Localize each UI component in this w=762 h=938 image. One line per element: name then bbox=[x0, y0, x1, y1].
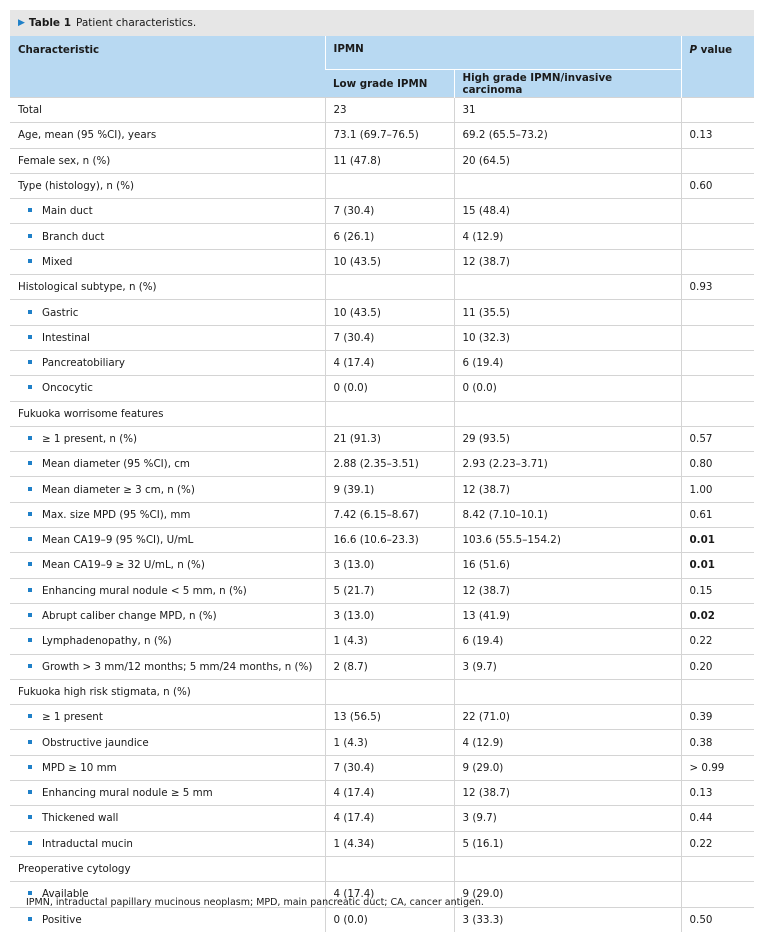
row-label: Growth > 3 mm/12 months; 5 mm/24 months, n (%) bbox=[42, 660, 313, 673]
cell-characteristic bbox=[10, 98, 325, 123]
cell-low-grade: 2.88 (2.35–3.51) bbox=[325, 452, 454, 477]
cell-low-grade: 10 (43.5) bbox=[325, 249, 454, 274]
bullet-icon bbox=[28, 664, 32, 668]
cell-low-grade: 3 (13.0) bbox=[325, 553, 454, 578]
cell-characteristic bbox=[10, 755, 325, 780]
table-row bbox=[10, 376, 754, 401]
cell-characteristic bbox=[10, 275, 325, 300]
cell-high-grade: 6 (19.4) bbox=[454, 629, 681, 654]
row-label: Mean diameter ≥ 3 cm, n (%) bbox=[42, 483, 195, 496]
cell-low-grade: 73.1 (69.7–76.5) bbox=[325, 123, 454, 148]
cell-characteristic bbox=[10, 325, 325, 350]
table-row bbox=[10, 578, 754, 603]
row-label: Mean diameter (95 %CI), cm bbox=[42, 458, 190, 471]
caption-triangle-icon: ▶ bbox=[18, 17, 25, 28]
bullet-icon bbox=[28, 841, 32, 845]
cell-characteristic bbox=[10, 249, 325, 274]
cell-characteristic bbox=[10, 705, 325, 730]
cell-p-value: > 0.99 bbox=[681, 755, 754, 780]
table-row bbox=[10, 300, 754, 325]
cell-p-value: 0.39 bbox=[681, 705, 754, 730]
cell-high-grade bbox=[454, 275, 681, 300]
cell-high-grade: 22 (71.0) bbox=[454, 705, 681, 730]
cell-p-value: 0.38 bbox=[681, 730, 754, 755]
cell-p-value: 0.50 bbox=[681, 907, 754, 932]
cell-characteristic bbox=[10, 578, 325, 603]
bullet-icon bbox=[28, 259, 32, 263]
header-p-italic: P bbox=[689, 44, 698, 56]
cell-p-value: 0.01 bbox=[681, 553, 754, 578]
bullet-icon bbox=[28, 790, 32, 794]
table-row bbox=[10, 249, 754, 274]
row-label: Positive bbox=[42, 913, 82, 926]
bullet-icon bbox=[28, 461, 32, 465]
row-label: Main duct bbox=[42, 205, 93, 218]
cell-high-grade: 12 (38.7) bbox=[454, 477, 681, 502]
cell-high-grade: 3 (33.3) bbox=[454, 907, 681, 932]
cell-p-value: 0.22 bbox=[681, 831, 754, 856]
row-label: Preoperative cytology bbox=[18, 863, 131, 876]
cell-high-grade: 12 (38.7) bbox=[454, 249, 681, 274]
cell-p-value bbox=[681, 350, 754, 375]
row-label: MPD ≥ 10 mm bbox=[42, 761, 117, 774]
cell-high-grade: 103.6 (55.5–154.2) bbox=[454, 528, 681, 553]
patient-characteristics-table bbox=[10, 36, 754, 932]
row-label: Abrupt caliber change MPD, n (%) bbox=[42, 610, 217, 623]
row-label: Thickened wall bbox=[42, 812, 119, 825]
cell-low-grade: 7 (30.4) bbox=[325, 755, 454, 780]
bullet-icon bbox=[28, 562, 32, 566]
cell-characteristic bbox=[10, 123, 325, 148]
cell-p-value: 0.60 bbox=[681, 173, 754, 198]
row-label: Total bbox=[18, 104, 43, 117]
table-row bbox=[10, 275, 754, 300]
cell-p-value: 0.57 bbox=[681, 426, 754, 451]
cell-p-value bbox=[681, 224, 754, 249]
bullet-icon bbox=[28, 487, 32, 491]
row-label: Fukuoka worrisome features bbox=[18, 407, 164, 420]
cell-p-value bbox=[681, 325, 754, 350]
cell-low-grade bbox=[325, 401, 454, 426]
bullet-icon bbox=[28, 740, 32, 744]
bullet-icon bbox=[28, 917, 32, 921]
cell-high-grade bbox=[454, 856, 681, 881]
cell-high-grade bbox=[454, 173, 681, 198]
cell-low-grade: 4 (17.4) bbox=[325, 882, 454, 907]
bullet-icon bbox=[28, 512, 32, 516]
cell-high-grade: 6 (19.4) bbox=[454, 350, 681, 375]
cell-high-grade: 9 (29.0) bbox=[454, 882, 681, 907]
table-row bbox=[10, 401, 754, 426]
cell-characteristic bbox=[10, 376, 325, 401]
cell-characteristic bbox=[10, 502, 325, 527]
row-label: Max. size MPD (95 %CI), mm bbox=[42, 508, 191, 521]
bullet-icon bbox=[28, 714, 32, 718]
cell-high-grade: 5 (16.1) bbox=[454, 831, 681, 856]
table-row bbox=[10, 224, 754, 249]
cell-low-grade: 7 (30.4) bbox=[325, 325, 454, 350]
cell-p-value bbox=[681, 249, 754, 274]
cell-p-value: 0.13 bbox=[681, 123, 754, 148]
row-label: Gastric bbox=[42, 306, 79, 319]
row-label: Pancreatobiliary bbox=[42, 357, 125, 370]
cell-low-grade: 5 (21.7) bbox=[325, 578, 454, 603]
cell-low-grade: 4 (17.4) bbox=[325, 781, 454, 806]
bullet-icon bbox=[28, 815, 32, 819]
cell-p-value: 0.61 bbox=[681, 502, 754, 527]
cell-characteristic bbox=[10, 831, 325, 856]
cell-high-grade: 16 (51.6) bbox=[454, 553, 681, 578]
cell-characteristic bbox=[10, 426, 325, 451]
cell-p-value bbox=[681, 856, 754, 881]
cell-high-grade: 13 (41.9) bbox=[454, 603, 681, 628]
row-label: Enhancing mural nodule ≥ 5 mm bbox=[42, 787, 213, 800]
table-container bbox=[10, 36, 754, 932]
cell-low-grade: 4 (17.4) bbox=[325, 350, 454, 375]
cell-low-grade: 3 (13.0) bbox=[325, 603, 454, 628]
cell-low-grade bbox=[325, 856, 454, 881]
cell-characteristic bbox=[10, 781, 325, 806]
row-label: Enhancing mural nodule < 5 mm, n (%) bbox=[42, 584, 247, 597]
row-label: Mean CA19–9 (95 %CI), U/mL bbox=[42, 534, 194, 547]
cell-high-grade: 2.93 (2.23–3.71) bbox=[454, 452, 681, 477]
cell-characteristic bbox=[10, 654, 325, 679]
cell-characteristic bbox=[10, 856, 325, 881]
cell-characteristic bbox=[10, 173, 325, 198]
bullet-icon bbox=[28, 588, 32, 592]
row-label: Age, mean (95 %CI), years bbox=[18, 129, 157, 142]
bullet-icon bbox=[28, 436, 32, 440]
header-p-text: value bbox=[700, 44, 733, 56]
cell-p-value: 0.02 bbox=[681, 603, 754, 628]
row-label: Intestinal bbox=[42, 331, 90, 344]
cell-p-value bbox=[681, 376, 754, 401]
cell-low-grade: 4 (17.4) bbox=[325, 806, 454, 831]
table-row bbox=[10, 856, 754, 881]
cell-characteristic bbox=[10, 806, 325, 831]
cell-high-grade: 31 bbox=[454, 98, 681, 123]
table-row bbox=[10, 123, 754, 148]
row-label: Histological subtype, n (%) bbox=[18, 281, 157, 294]
cell-characteristic bbox=[10, 452, 325, 477]
row-label: Female sex, n (%) bbox=[18, 154, 111, 167]
cell-characteristic bbox=[10, 730, 325, 755]
cell-low-grade: 1 (4.3) bbox=[325, 629, 454, 654]
table-row bbox=[10, 755, 754, 780]
cell-p-value bbox=[681, 199, 754, 224]
caption-label: Table 1 bbox=[28, 16, 72, 29]
cell-characteristic bbox=[10, 300, 325, 325]
cell-p-value bbox=[681, 98, 754, 123]
bullet-icon bbox=[28, 765, 32, 769]
cell-high-grade: 11 (35.5) bbox=[454, 300, 681, 325]
caption-title: Patient characteristics. bbox=[76, 16, 197, 29]
cell-high-grade: 12 (38.7) bbox=[454, 781, 681, 806]
row-label: Fukuoka high risk stigmata, n (%) bbox=[18, 685, 191, 698]
cell-p-value: 0.01 bbox=[681, 528, 754, 553]
bullet-icon bbox=[28, 335, 32, 339]
bullet-icon bbox=[28, 310, 32, 314]
cell-p-value: 0.80 bbox=[681, 452, 754, 477]
table-row bbox=[10, 173, 754, 198]
table-row bbox=[10, 654, 754, 679]
row-label: Branch duct bbox=[42, 230, 105, 243]
row-label: Intraductal mucin bbox=[42, 837, 133, 850]
bullet-icon bbox=[28, 638, 32, 642]
table-row bbox=[10, 98, 754, 123]
cell-p-value bbox=[681, 882, 754, 907]
table-row bbox=[10, 705, 754, 730]
cell-high-grade: 3 (9.7) bbox=[454, 654, 681, 679]
cell-p-value bbox=[681, 679, 754, 704]
cell-characteristic bbox=[10, 528, 325, 553]
cell-characteristic bbox=[10, 224, 325, 249]
cell-p-value: 0.15 bbox=[681, 578, 754, 603]
cell-low-grade: 23 bbox=[325, 98, 454, 123]
header-characteristic: Characteristic bbox=[10, 36, 325, 98]
bullet-icon bbox=[28, 385, 32, 389]
bullet-icon bbox=[28, 234, 32, 238]
cell-characteristic bbox=[10, 603, 325, 628]
row-label: Mixed bbox=[42, 255, 73, 268]
cell-characteristic bbox=[10, 148, 325, 173]
cell-p-value: 1.00 bbox=[681, 477, 754, 502]
cell-high-grade bbox=[454, 679, 681, 704]
cell-low-grade bbox=[325, 275, 454, 300]
cell-low-grade: 7 (30.4) bbox=[325, 199, 454, 224]
cell-high-grade: 20 (64.5) bbox=[454, 148, 681, 173]
table-row bbox=[10, 629, 754, 654]
cell-characteristic bbox=[10, 199, 325, 224]
cell-low-grade: 16.6 (10.6–23.3) bbox=[325, 528, 454, 553]
table-row bbox=[10, 452, 754, 477]
cell-low-grade bbox=[325, 173, 454, 198]
table-frame bbox=[10, 10, 754, 928]
cell-characteristic bbox=[10, 553, 325, 578]
table-row bbox=[10, 502, 754, 527]
cell-high-grade: 8.42 (7.10–10.1) bbox=[454, 502, 681, 527]
cell-characteristic bbox=[10, 350, 325, 375]
bullet-icon bbox=[28, 537, 32, 541]
cell-low-grade: 13 (56.5) bbox=[325, 705, 454, 730]
cell-low-grade: 2 (8.7) bbox=[325, 654, 454, 679]
table-row bbox=[10, 528, 754, 553]
row-label: Type (histology), n (%) bbox=[18, 180, 135, 193]
table-body bbox=[10, 98, 754, 932]
cell-characteristic bbox=[10, 401, 325, 426]
cell-low-grade: 10 (43.5) bbox=[325, 300, 454, 325]
cell-high-grade: 29 (93.5) bbox=[454, 426, 681, 451]
header-high-grade: High grade IPMN/invasive carcinoma bbox=[454, 70, 681, 98]
cell-high-grade: 3 (9.7) bbox=[454, 806, 681, 831]
table-row bbox=[10, 426, 754, 451]
cell-low-grade: 1 (4.3) bbox=[325, 730, 454, 755]
table-row bbox=[10, 679, 754, 704]
bullet-icon bbox=[28, 891, 32, 895]
cell-p-value bbox=[681, 148, 754, 173]
row-label: ≥ 1 present bbox=[42, 711, 103, 724]
cell-high-grade: 4 (12.9) bbox=[454, 224, 681, 249]
bullet-icon bbox=[28, 360, 32, 364]
header-p-value bbox=[681, 36, 754, 98]
cell-p-value: 0.22 bbox=[681, 629, 754, 654]
cell-high-grade: 69.2 (65.5–73.2) bbox=[454, 123, 681, 148]
cell-p-value: 0.44 bbox=[681, 806, 754, 831]
cell-low-grade: 0 (0.0) bbox=[325, 376, 454, 401]
cell-low-grade: 21 (91.3) bbox=[325, 426, 454, 451]
table-row bbox=[10, 148, 754, 173]
table-footnote: IPMN, intraductal papillary mucinous neoplasm; MPD, main pancreatic duct; CA, cancer antigen. bbox=[26, 897, 484, 908]
cell-low-grade: 9 (39.1) bbox=[325, 477, 454, 502]
cell-high-grade bbox=[454, 401, 681, 426]
bullet-icon bbox=[28, 613, 32, 617]
row-label: Mean CA19–9 ≥ 32 U/mL, n (%) bbox=[42, 559, 205, 572]
row-label: ≥ 1 present, n (%) bbox=[42, 433, 138, 445]
cell-high-grade: 10 (32.3) bbox=[454, 325, 681, 350]
cell-low-grade: 7.42 (6.15–8.67) bbox=[325, 502, 454, 527]
cell-characteristic bbox=[10, 907, 325, 932]
table-caption bbox=[10, 10, 754, 35]
bullet-icon bbox=[28, 208, 32, 212]
table-row bbox=[10, 806, 754, 831]
table-row bbox=[10, 781, 754, 806]
table-row bbox=[10, 730, 754, 755]
header-low-grade: Low grade IPMN bbox=[325, 70, 454, 98]
cell-p-value: 0.93 bbox=[681, 275, 754, 300]
cell-p-value: 0.20 bbox=[681, 654, 754, 679]
cell-low-grade: 1 (4.34) bbox=[325, 831, 454, 856]
table-row bbox=[10, 603, 754, 628]
cell-low-grade: 6 (26.1) bbox=[325, 224, 454, 249]
cell-high-grade: 9 (29.0) bbox=[454, 755, 681, 780]
cell-p-value bbox=[681, 401, 754, 426]
cell-high-grade: 12 (38.7) bbox=[454, 578, 681, 603]
table-row bbox=[10, 553, 754, 578]
table-row bbox=[10, 907, 754, 932]
cell-high-grade: 15 (48.4) bbox=[454, 199, 681, 224]
row-label: Available bbox=[42, 888, 89, 901]
cell-p-value bbox=[681, 300, 754, 325]
cell-low-grade: 11 (47.8) bbox=[325, 148, 454, 173]
table-row bbox=[10, 831, 754, 856]
cell-high-grade: 4 (12.9) bbox=[454, 730, 681, 755]
header-ipmn: IPMN bbox=[325, 36, 681, 70]
cell-high-grade: 0 (0.0) bbox=[454, 376, 681, 401]
cell-characteristic bbox=[10, 679, 325, 704]
cell-characteristic bbox=[10, 477, 325, 502]
cell-low-grade bbox=[325, 679, 454, 704]
row-label: Lymphadenopathy, n (%) bbox=[42, 635, 172, 648]
table-row bbox=[10, 350, 754, 375]
table-row bbox=[10, 477, 754, 502]
row-label: Oncocytic bbox=[42, 382, 93, 395]
cell-low-grade: 0 (0.0) bbox=[325, 907, 454, 932]
cell-characteristic bbox=[10, 629, 325, 654]
row-label: Obstructive jaundice bbox=[42, 736, 149, 749]
cell-p-value: 0.13 bbox=[681, 781, 754, 806]
table-row bbox=[10, 325, 754, 350]
table-row bbox=[10, 199, 754, 224]
